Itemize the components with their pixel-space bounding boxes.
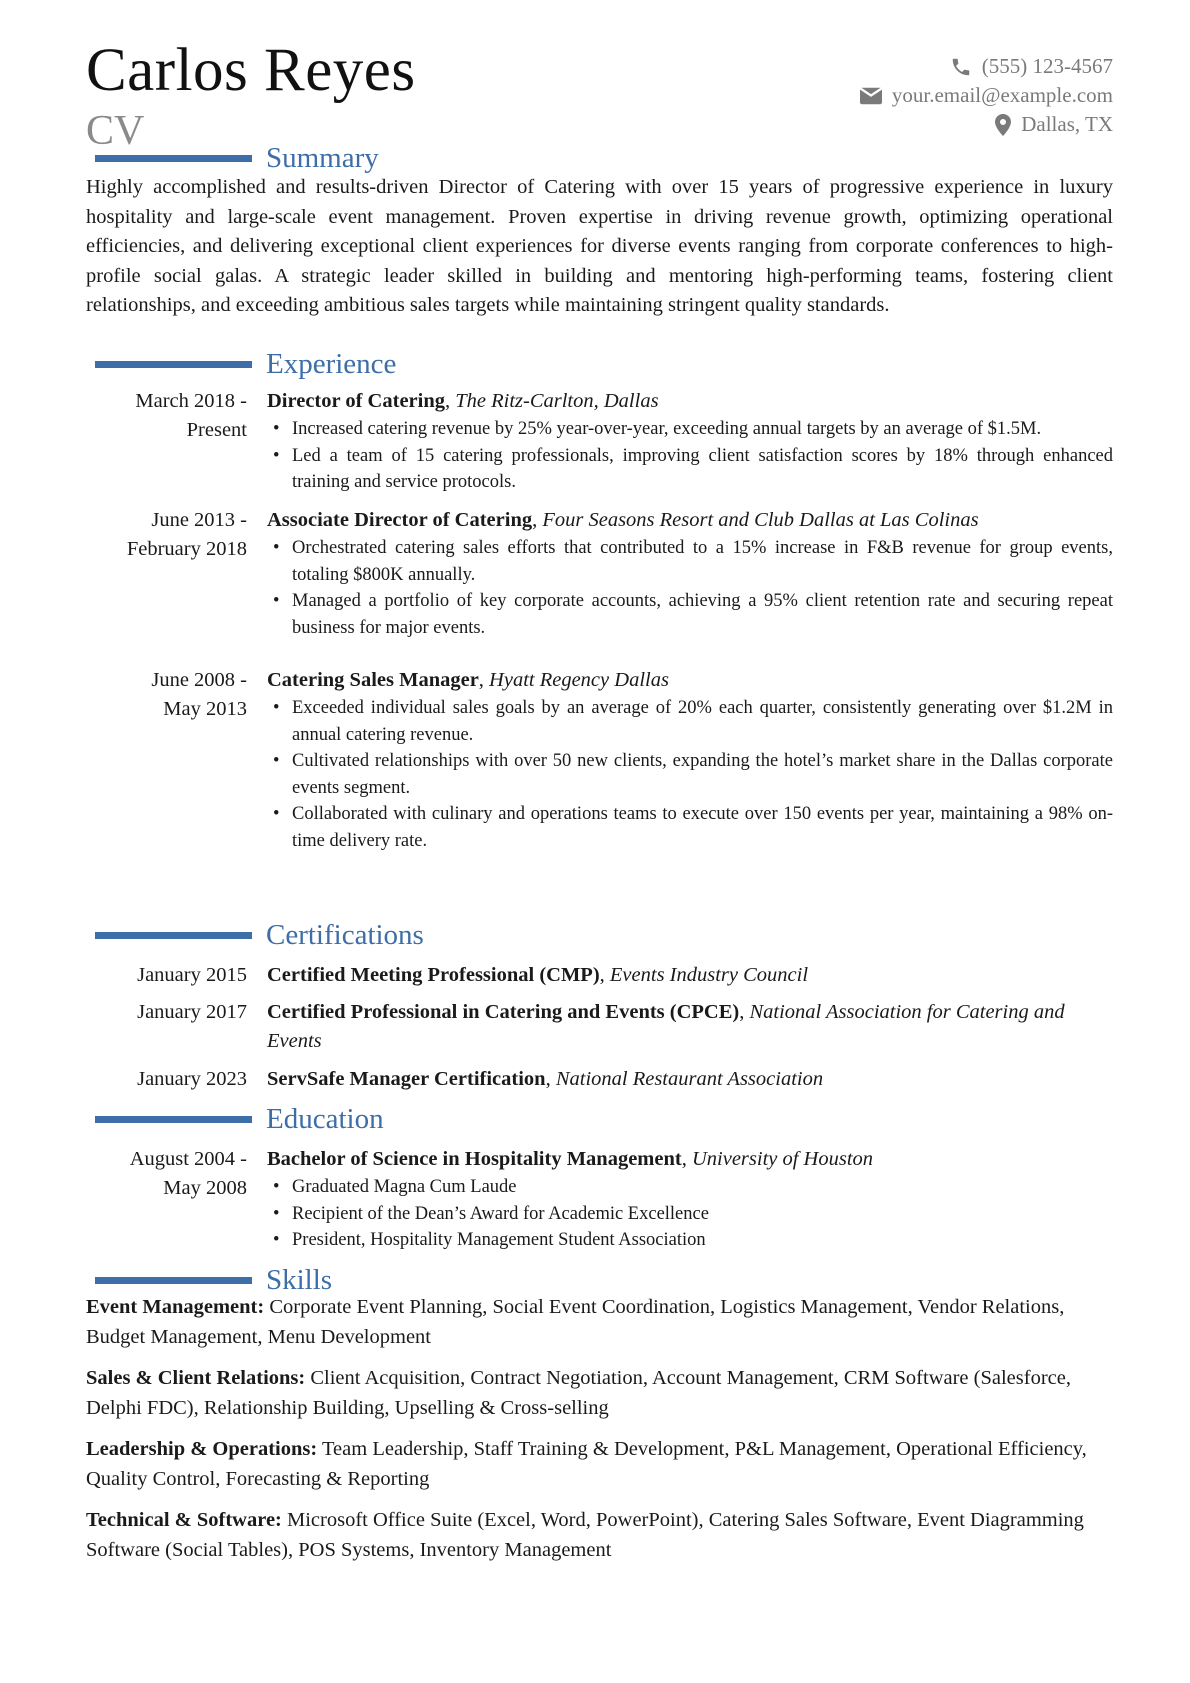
phone-icon — [950, 56, 972, 78]
list-item: • Collaborated with culinary and operations teams to execute over 150 events per year, maintaining a 98% on-time delivery rate. — [267, 801, 1113, 854]
section-skills-heading — [86, 1263, 1113, 1297]
bullet-list — [267, 695, 1113, 854]
list-item: • Recipient of the Dean’s Award for Academic Excellence — [267, 1201, 1113, 1228]
degree: Bachelor of Science in Hospitality Management — [267, 1148, 682, 1170]
summary-text: Highly accomplished and results-driven Director of Catering with over 15 years of progressive experience in luxury hospitality and large-scale event management. Proven expertise in driving revenue growth, optimizing operational efficiencies, and delivering exceptional client experiences for diverse events ranging from corporate conferences to high-profile social galas. A strategic leader skilled in building and mentoring high-performing teams, fostering client relationships, and exceeding ambitious sales targets while maintaining stringent quality standards. — [86, 176, 1113, 316]
skill-list: Team Leadership, Staff Training & Development, P&L Management, Operational Efficiency, Quality Control, Forecasting & Reporting — [86, 1438, 1087, 1490]
entry-date: March 2018 - Present — [135, 390, 247, 441]
skill-list: Client Acquisition, Contract Negotiation, Account Management, CRM Software (Salesforce, Delphi FDC), Relationship Building, Upselling & Cross-selling — [86, 1367, 1071, 1419]
section-title: Certifications — [266, 919, 424, 951]
entry-date: June 2008 - May 2013 — [151, 669, 247, 720]
list-item: • President, Hospitality Management Student Association — [267, 1227, 1113, 1254]
envelope-icon — [860, 87, 882, 105]
list-item: • Increased catering revenue by 25% year-over-year, exceeding annual targets by an average of $1.5M. — [267, 416, 1113, 443]
job-title: Catering Sales Manager — [267, 669, 479, 691]
certification-name: Certified Meeting Professional (CMP) — [267, 964, 600, 986]
entry-heading: Certified Meeting Professional (CMP), Events Industry Council — [267, 964, 809, 986]
contact-phone[interactable] — [860, 52, 1113, 81]
skill-group — [86, 1364, 1113, 1423]
employer: The Ritz-Carlton, Dallas — [455, 390, 659, 412]
document-subtitle: CV — [86, 108, 145, 154]
contact-block — [860, 52, 1113, 139]
section-bar — [95, 155, 252, 162]
skill-group — [86, 1435, 1113, 1494]
skill-category: Event Management: — [86, 1296, 265, 1318]
section-title: Skills — [266, 1264, 333, 1296]
skill-list: Microsoft Office Suite (Excel, Word, PowerPoint), Catering Sales Software, Event Diagramming Software (Social Tables), POS Systems, Inventory Management — [86, 1509, 1084, 1561]
section-bar — [95, 1116, 252, 1123]
bullet-list — [267, 416, 1113, 496]
entry-date: June 2013 - February 2018 — [126, 509, 247, 560]
section-certifications-heading — [86, 918, 1113, 952]
entry-heading: ServSafe Manager Certification, National Restaurant Association — [267, 1068, 824, 1090]
contact-email[interactable] — [860, 81, 1113, 110]
entry-heading: Associate Director of Catering, Four Seasons Resort and Club Dallas at Las Colinas — [267, 509, 979, 531]
candidate-name: Carlos Reyes — [86, 37, 416, 104]
list-item: • Cultivated relationships with over 50 new clients, expanding the hotel’s market share in the Dallas corporate events segment. — [267, 748, 1113, 801]
issuing-org: National Restaurant Association — [555, 1068, 824, 1090]
entry-heading: Certified Professional in Catering and Events (CPCE), National Association for Catering and Events — [267, 1001, 1065, 1052]
skill-category: Sales & Client Relations: — [86, 1367, 306, 1389]
school: University of Houston — [691, 1148, 874, 1170]
phone-text: (555) 123-4567 — [981, 54, 1113, 78]
skill-category: Leadership & Operations: — [86, 1438, 318, 1460]
location-text: Dallas, TX — [1021, 112, 1113, 136]
list-item: • Orchestrated catering sales efforts that contributed to a 15% increase in F&B revenue for group events, totaling $800K annually. — [267, 535, 1113, 588]
section-title: Experience — [266, 348, 397, 380]
section-title: Education — [266, 1103, 384, 1135]
entry-date: January 2023 — [137, 1068, 247, 1090]
issuing-org: Events Industry Council — [609, 964, 809, 986]
list-item: • Led a team of 15 catering professionals, improving client satisfaction scores by 18% through enhanced training and service protocols. — [267, 443, 1113, 496]
skill-group — [86, 1293, 1113, 1352]
skill-category: Technical & Software: — [86, 1509, 282, 1531]
job-title: Director of Catering — [267, 390, 445, 412]
section-experience-heading — [86, 347, 1113, 381]
entry-heading: Bachelor of Science in Hospitality Management, University of Houston — [267, 1148, 874, 1170]
section-title: Summary — [266, 142, 379, 174]
issuing-org: National Association for Catering and Events — [267, 1001, 1065, 1052]
employer: Hyatt Regency Dallas — [489, 669, 669, 691]
section-bar — [95, 932, 252, 939]
skill-list: Corporate Event Planning, Social Event Coordination, Logistics Management, Vendor Relations, Budget Management, Menu Development — [86, 1296, 1065, 1348]
bullet-list — [267, 1174, 1113, 1254]
employer: Four Seasons Resort and Club Dallas at Las Colinas — [542, 509, 979, 531]
entry-heading: Catering Sales Manager, Hyatt Regency Dallas — [267, 669, 669, 691]
contact-location — [860, 110, 1113, 139]
section-summary-heading — [86, 141, 1113, 175]
entry-date: January 2015 — [137, 964, 247, 986]
section-bar — [95, 1277, 252, 1284]
certification-name: ServSafe Manager Certification — [267, 1068, 546, 1090]
entry-date: January 2017 — [137, 1001, 247, 1023]
bullet-list — [267, 535, 1113, 641]
list-item: • Managed a portfolio of key corporate accounts, achieving a 95% client retention rate and securing repeat business for major events. — [267, 588, 1113, 641]
section-education-heading — [86, 1102, 1113, 1136]
list-item: • Exceeded individual sales goals by an average of 20% each quarter, consistently generating over $1.2M in annual catering revenue. — [267, 695, 1113, 748]
entry-heading: Director of Catering, The Ritz-Carlton, Dallas — [267, 390, 659, 412]
certification-name: Certified Professional in Catering and Events (CPCE) — [267, 1001, 740, 1023]
map-pin-icon — [995, 114, 1011, 136]
list-item: • Graduated Magna Cum Laude — [267, 1174, 1113, 1201]
section-bar — [95, 361, 252, 368]
email-text: your.email@example.com — [891, 83, 1113, 107]
entry-date: August 2004 - May 2008 — [129, 1148, 247, 1199]
skill-group — [86, 1506, 1113, 1565]
job-title: Associate Director of Catering — [267, 509, 533, 531]
